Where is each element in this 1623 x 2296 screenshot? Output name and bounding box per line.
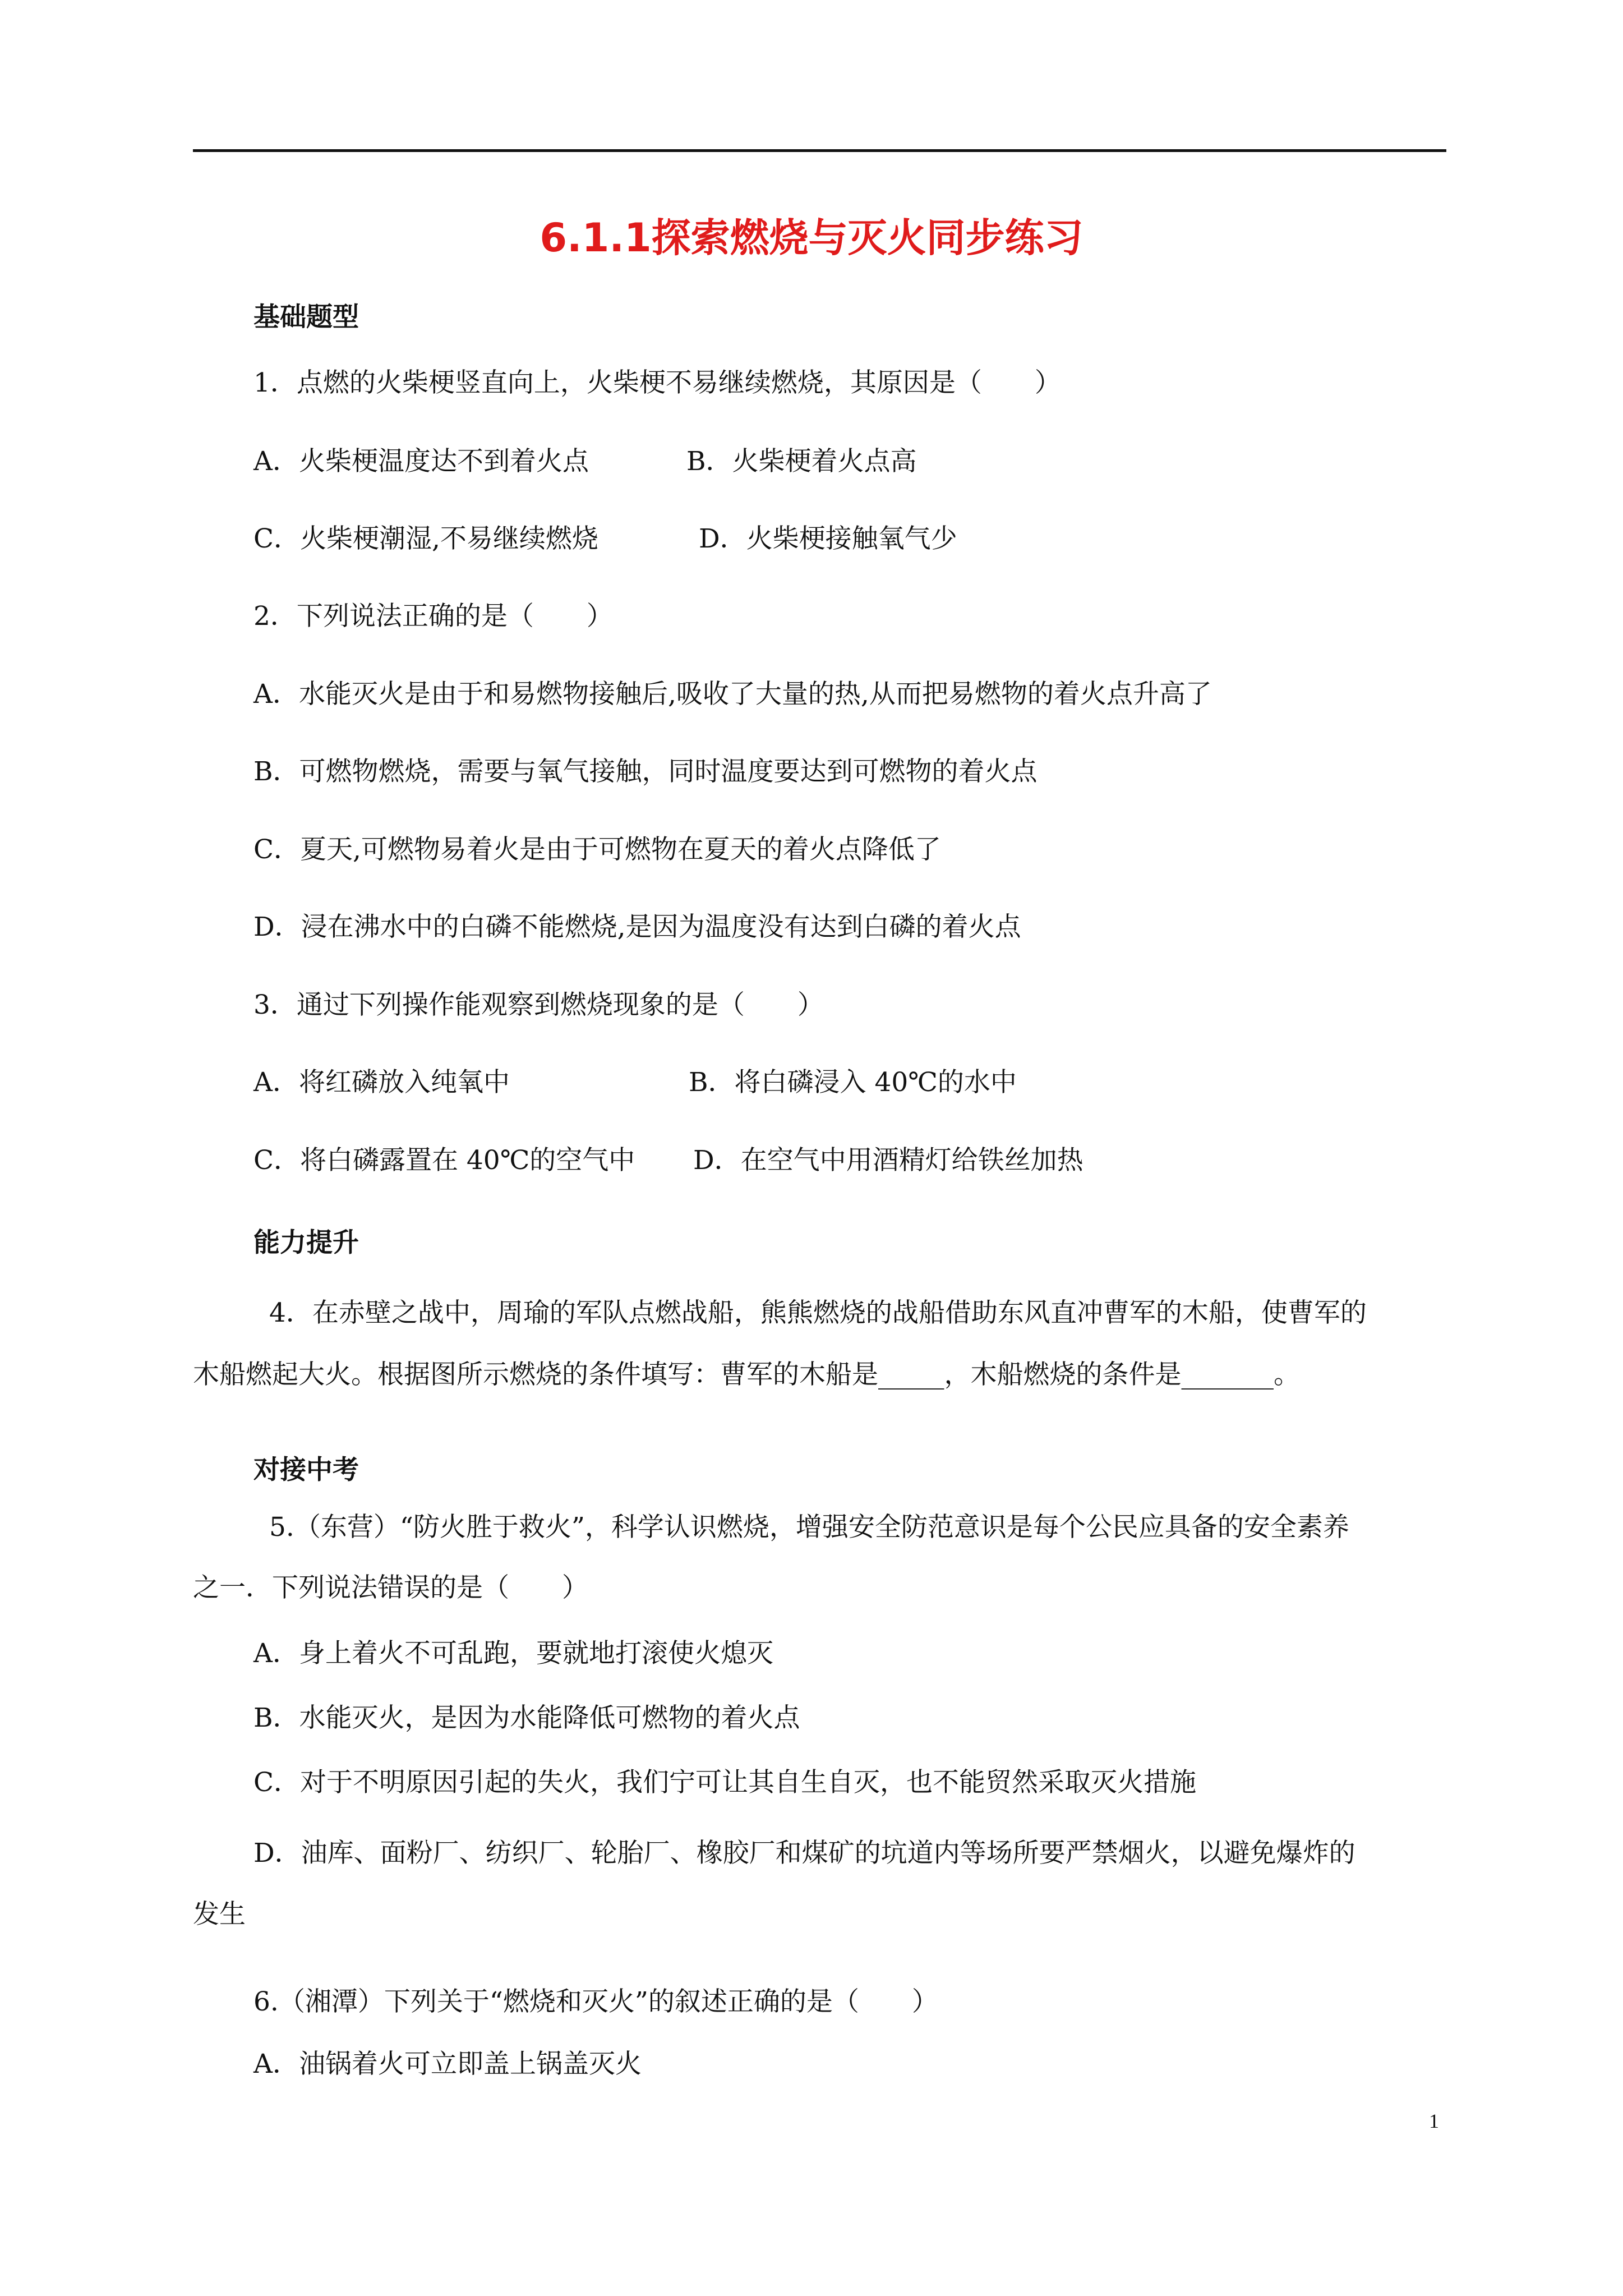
q3-option-b: B．将白磷浸入 40℃的水中 — [689, 1067, 1017, 1098]
q2-option-b: B．可燃物燃烧，需要与氧气接触，同时温度要达到可燃物的着火点 — [253, 756, 1038, 787]
q1-stem: 1．点燃的火柴梗竖直向上，火柴梗不易继续燃烧，其原因是（ ） — [253, 367, 1061, 398]
q1-option-d: D．火柴梗接触氧气少 — [699, 523, 957, 554]
q1-option-c: C．火柴梗潮湿,不易继续燃烧 — [253, 523, 598, 554]
q4-line-2: 木船燃起大火。根据图所示燃烧的条件填写：曹军的木船是_____，木船燃烧的条件是_______。 — [193, 1359, 1300, 1390]
q3-option-a: A．将红磷放入纯氧中 — [253, 1067, 510, 1098]
section-heading-basic: 基础题型 — [253, 302, 359, 333]
q5-option-d-line-2: 发生 — [193, 1899, 246, 1930]
q6-stem: 6.（湘潭）下列关于“燃烧和灭火”的叙述正确的是（ ） — [253, 1986, 938, 2017]
q2-stem: 2．下列说法正确的是（ ） — [253, 601, 613, 632]
q5-option-d-line-1: D．油库、面粉厂、纺织厂、轮胎厂、橡胶厂和煤矿的坑道内等场所要严禁烟火，以避免爆炸的 — [253, 1838, 1355, 1869]
q1-option-a: A．火柴梗温度达不到着火点 — [253, 446, 589, 477]
q3-option-d: D．在空气中用酒精灯给铁丝加热 — [693, 1145, 1083, 1176]
q6-option-a: A．油锅着火可立即盖上锅盖灭火 — [253, 2049, 642, 2079]
q5-option-c: C．对于不明原因引起的失火，我们宁可让其自生自灭，也不能贸然采取灭火措施 — [253, 1767, 1196, 1798]
q2-option-c: C．夏天,可燃物易着火是由于可燃物在夏天的着火点降低了 — [253, 834, 941, 865]
q3-option-c: C．将白磷露置在 40℃的空气中 — [253, 1145, 635, 1176]
q3-stem: 3．通过下列操作能观察到燃烧现象的是（ ） — [253, 990, 824, 1020]
header-rule — [193, 149, 1446, 152]
q5-option-b: B．水能灭火，是因为水能降低可燃物的着火点 — [253, 1703, 800, 1733]
page-title: 6.1.1探索燃烧与灭火同步练习 — [540, 215, 1083, 261]
page-number: 1 — [1429, 2110, 1439, 2132]
q1-option-b: B．火柴梗着火点高 — [686, 446, 917, 477]
q5-line-2: 之一．下列说法错误的是（ ） — [193, 1572, 588, 1603]
q5-option-a: A．身上着火不可乱跑，要就地打滚使火熄灭 — [253, 1638, 773, 1669]
q4-line-1: 4．在赤壁之战中，周瑜的军队点燃战船，熊熊燃烧的战船借助东风直冲曹军的木船，使曹军的 — [269, 1297, 1367, 1328]
q5-line-1: 5.（东营）“防火胜于救火”，科学认识燃烧，增强安全防范意识是每个公民应具备的安全素养 — [269, 1512, 1349, 1543]
section-heading-ability: 能力提升 — [253, 1227, 359, 1258]
q2-option-a: A．水能灭火是由于和易燃物接触后,吸收了大量的热,从而把易燃物的着火点升高了 — [253, 679, 1212, 710]
section-heading-exam: 对接中考 — [253, 1455, 359, 1485]
q2-option-d: D．浸在沸水中的白磷不能燃烧,是因为温度没有达到白磷的着火点 — [253, 912, 1021, 942]
